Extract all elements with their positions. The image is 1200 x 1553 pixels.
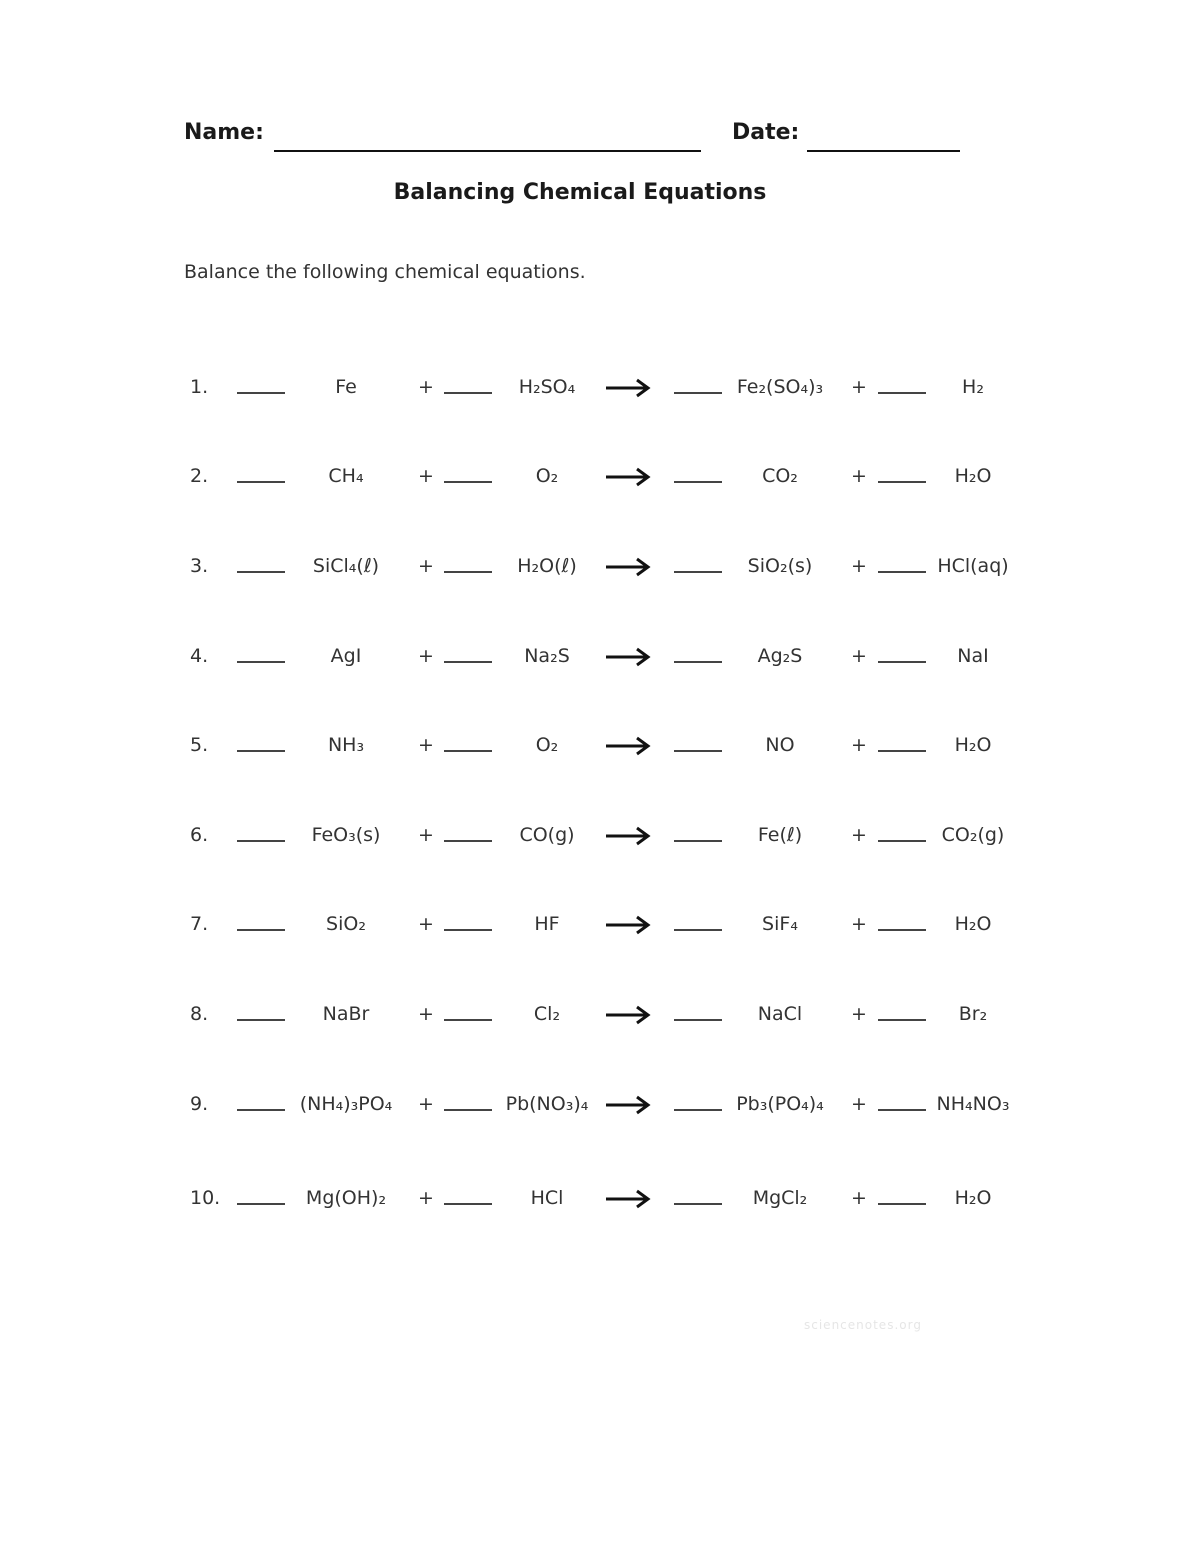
plus-sign: + [418,824,434,846]
reactant1-formula: CH₄ [328,465,364,487]
coefficient-blank-product2[interactable] [878,1109,926,1111]
reactant2-formula: Cl₂ [533,1003,561,1025]
equation-number: 2. [190,465,209,487]
equation-row [0,820,1200,860]
reactant2-formula: O₂ [535,465,559,487]
coefficient-blank-product1[interactable] [674,1203,722,1205]
product2-formula: Br₂ [958,1003,988,1025]
plus-sign: + [418,1093,434,1115]
coefficient-blank-reactant1[interactable] [237,1109,285,1111]
source-watermark: sciencenotes.org [804,1318,922,1332]
equation-row [0,1183,1200,1223]
coefficient-blank-reactant2[interactable] [444,392,492,394]
coefficient-blank-reactant1[interactable] [237,929,285,931]
coefficient-blank-product2[interactable] [878,1203,926,1205]
yields-arrow-icon [604,1183,652,1213]
product2-formula: NaI [957,645,989,667]
product1-formula: Ag₂S [757,645,803,667]
yields-arrow-icon [604,551,652,581]
reactant2-formula: H₂O(ℓ) [517,555,577,577]
equation-number: 4. [190,645,209,667]
equation-row [0,1089,1200,1129]
equation-row [0,730,1200,770]
coefficient-blank-reactant2[interactable] [444,1203,492,1205]
product2-formula: H₂O [954,1187,992,1209]
product1-formula: CO₂ [762,465,798,487]
product1-formula: Fe₂(SO₄)₃ [736,376,824,398]
equation-number: 6. [190,824,209,846]
equation-number: 1. [190,376,209,398]
name-blank-line[interactable] [274,150,701,152]
coefficient-blank-product2[interactable] [878,661,926,663]
coefficient-blank-reactant2[interactable] [444,571,492,573]
coefficient-blank-reactant2[interactable] [444,750,492,752]
plus-sign: + [418,555,434,577]
name-label: Name: [184,120,264,145]
plus-sign: + [851,555,867,577]
plus-sign: + [418,1003,434,1025]
reactant1-formula: AgI [330,645,362,667]
reactant2-formula: Na₂S [524,645,570,667]
coefficient-blank-product1[interactable] [674,929,722,931]
coefficient-blank-reactant1[interactable] [237,661,285,663]
product2-formula: NH₄NO₃ [936,1093,1010,1115]
yields-arrow-icon [604,820,652,850]
equation-number: 5. [190,734,209,756]
coefficient-blank-product1[interactable] [674,392,722,394]
equation-row [0,372,1200,412]
plus-sign: + [418,734,434,756]
equation-number: 10. [190,1187,221,1209]
coefficient-blank-reactant1[interactable] [237,1019,285,1021]
plus-sign: + [851,376,867,398]
coefficient-blank-product1[interactable] [674,571,722,573]
equation-row [0,909,1200,949]
coefficient-blank-reactant2[interactable] [444,840,492,842]
yields-arrow-icon [604,641,652,671]
worksheet-title: Balancing Chemical Equations [393,180,767,205]
product1-formula: NO [765,734,795,756]
product1-formula: Pb₃(PO₄)₄ [736,1093,824,1115]
reactant1-formula: Fe [335,376,357,398]
plus-sign: + [851,1187,867,1209]
product2-formula: H₂O [954,465,992,487]
coefficient-blank-product1[interactable] [674,1019,722,1021]
coefficient-blank-product1[interactable] [674,750,722,752]
yields-arrow-icon [604,909,652,939]
reactant2-formula: Pb(NO₃)₄ [505,1093,589,1115]
product1-formula: SiO₂(s) [747,555,813,577]
coefficient-blank-product2[interactable] [878,392,926,394]
yields-arrow-icon [604,1089,652,1119]
equation-row [0,551,1200,591]
plus-sign: + [851,913,867,935]
product2-formula: H₂ [962,376,984,398]
equation-number: 8. [190,1003,209,1025]
product2-formula: HCl(aq) [937,555,1009,577]
yields-arrow-icon [604,461,652,491]
coefficient-blank-reactant2[interactable] [444,661,492,663]
coefficient-blank-reactant2[interactable] [444,1109,492,1111]
equation-row [0,641,1200,681]
instructions-text: Balance the following chemical equations. [184,261,586,283]
reactant1-formula: NaBr [322,1003,370,1025]
coefficient-blank-product1[interactable] [674,840,722,842]
equation-number: 9. [190,1093,209,1115]
coefficient-blank-reactant1[interactable] [237,840,285,842]
reactant1-formula: SiCl₄(ℓ) [312,555,380,577]
plus-sign: + [851,1093,867,1115]
yields-arrow-icon [604,372,652,402]
coefficient-blank-reactant2[interactable] [444,481,492,483]
date-blank-line[interactable] [807,150,960,152]
coefficient-blank-product2[interactable] [878,571,926,573]
plus-sign: + [851,645,867,667]
plus-sign: + [851,734,867,756]
plus-sign: + [418,645,434,667]
product1-formula: NaCl [757,1003,803,1025]
equation-number: 7. [190,913,209,935]
coefficient-blank-reactant1[interactable] [237,1203,285,1205]
product2-formula: H₂O [954,734,992,756]
coefficient-blank-product2[interactable] [878,481,926,483]
yields-arrow-icon [604,730,652,760]
plus-sign: + [418,913,434,935]
coefficient-blank-reactant1[interactable] [237,392,285,394]
product1-formula: MgCl₂ [752,1187,808,1209]
coefficient-blank-reactant2[interactable] [444,929,492,931]
reactant2-formula: CO(g) [519,824,575,846]
coefficient-blank-product2[interactable] [878,750,926,752]
equation-number: 3. [190,555,209,577]
product2-formula: CO₂(g) [941,824,1005,846]
coefficient-blank-product1[interactable] [674,661,722,663]
reactant2-formula: HF [534,913,560,935]
coefficient-blank-reactant2[interactable] [444,1019,492,1021]
coefficient-blank-product1[interactable] [674,1109,722,1111]
coefficient-blank-product2[interactable] [878,929,926,931]
equation-row [0,999,1200,1039]
product2-formula: H₂O [954,913,992,935]
reactant2-formula: H₂SO₄ [518,376,576,398]
plus-sign: + [418,1187,434,1209]
coefficient-blank-reactant1[interactable] [237,571,285,573]
reactant1-formula: NH₃ [327,734,365,756]
coefficient-blank-reactant1[interactable] [237,750,285,752]
reactant2-formula: O₂ [535,734,559,756]
yields-arrow-icon [604,999,652,1029]
coefficient-blank-product1[interactable] [674,481,722,483]
plus-sign: + [851,824,867,846]
equation-row [0,461,1200,501]
plus-sign: + [851,465,867,487]
reactant2-formula: HCl [530,1187,564,1209]
plus-sign: + [418,465,434,487]
reactant1-formula: SiO₂ [326,913,366,935]
coefficient-blank-reactant1[interactable] [237,481,285,483]
product1-formula: Fe(ℓ) [757,824,803,846]
reactant1-formula: Mg(OH)₂ [305,1187,387,1209]
date-label: Date: [732,120,800,145]
reactant1-formula: (NH₄)₃PO₄ [299,1093,393,1115]
reactant1-formula: FeO₃(s) [311,824,381,846]
plus-sign: + [418,376,434,398]
product1-formula: SiF₄ [762,913,798,935]
coefficient-blank-product2[interactable] [878,840,926,842]
plus-sign: + [851,1003,867,1025]
coefficient-blank-product2[interactable] [878,1019,926,1021]
